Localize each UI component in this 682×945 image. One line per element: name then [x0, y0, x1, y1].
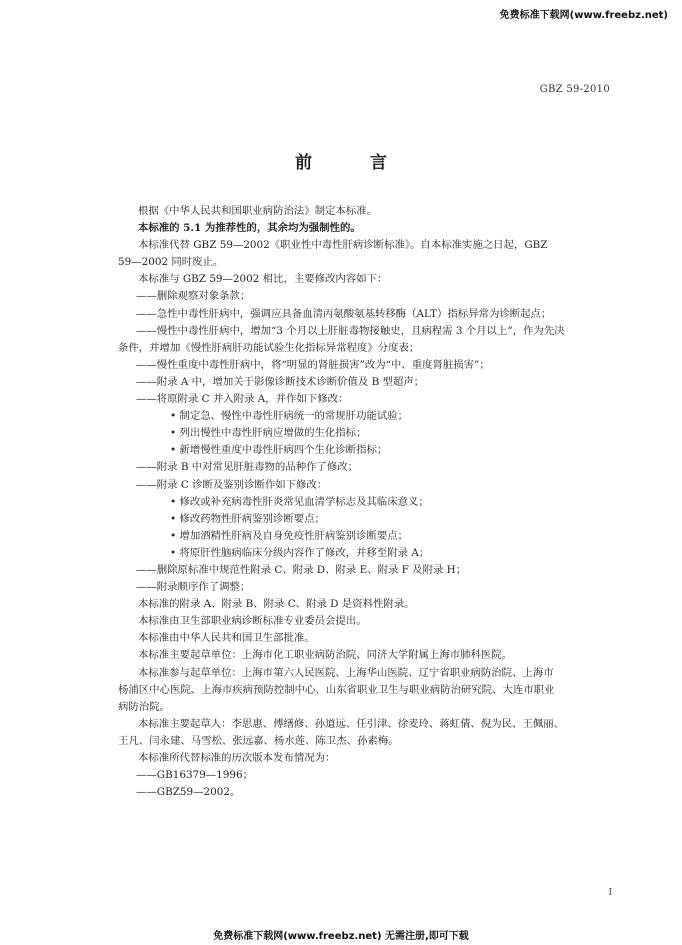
list-item: ——附录 C 诊断及鉴别诊断作如下修改： — [136, 478, 328, 491]
list-item: ——GBZ59—2002。 — [136, 786, 241, 799]
bullet-item: • 修改或补充病毒性肝炎常见血清学标志及其临床意义； — [170, 495, 429, 508]
list-item: ——附录 B 中对常见肝脏毒物的品种作了修改； — [136, 461, 359, 474]
paragraph-line: 本标准与 GBZ 59—2002 相比，主要修改内容如下： — [138, 273, 388, 286]
list-item: ——慢性重度中毒性肝病中，将“明显的肾脏损害”改为“中、重度肾脏损害”； — [136, 358, 490, 371]
bullet-item: • 列出慢性中毒性肝病应增做的生化指标； — [170, 427, 367, 440]
paragraph-line: 本标准所代替标准的历次版本发布情况为： — [138, 752, 336, 764]
bullet-item: • 修改药物性肝病鉴别诊断要点； — [170, 512, 325, 525]
page-number: I — [608, 888, 612, 898]
bullet-item: • 制定急、慢性中毒性肝病统一的常规肝功能试验； — [170, 410, 409, 423]
standard-code: GBZ 59-2010 — [539, 84, 610, 95]
paragraph-line: 本标准主要起草人：李思惠、傅缮修、孙道远、任引津、徐麦玲、蒋虹倩、倪为民、王佩丽、 — [138, 717, 565, 730]
paragraph-line: 根据《中华人民共和国职业病防治法》制定本标准。 — [138, 205, 377, 217]
paragraph-line: 本标准由卫生部职业病诊断标准专业委员会提出。 — [138, 615, 367, 628]
paragraph-line: 条件，并增加《慢性肝病肝功能试验生化指标异常程度》分度表； — [118, 341, 420, 354]
list-item: ——GB16379—1996； — [136, 769, 253, 782]
list-item: ——删除观察对象条款； — [136, 290, 251, 303]
top-banner: 免费标准下载网(www.freebz.net) — [499, 10, 668, 21]
list-item: ——附录 A 中，增加关于影像诊断技术诊断价值及 B 型超声； — [136, 375, 425, 388]
paragraph-line: 本标准由中华人民共和国卫生部批准。 — [138, 632, 315, 645]
paragraph-line: 本标准代替 GBZ 59—2002《职业性中毒性肝病诊断标准》。自本标准实施之日起，GBZ — [138, 239, 548, 252]
bottom-banner[interactable]: 免费标准下载网(www.freebz.net) 无需注册,即可下载 — [213, 931, 469, 942]
foreword-body — [118, 203, 612, 801]
bullet-item: • 增加酒精性肝病及自身免疫性肝病鉴别诊断要点； — [170, 529, 409, 542]
page-title: 前 言 — [295, 153, 413, 173]
list-item: ——将原附录 C 并入附录 A，并作如下修改： — [136, 393, 349, 406]
bullet-item: • 将原肝性脑病临床分级内容作了修改，并移至附录 A； — [170, 546, 430, 559]
paragraph-line: 王凡、闫永建、马雪松、张远嘉、杨水莲、陈卫杰、孙素梅。 — [118, 734, 399, 747]
list-item: ——慢性中毒性肝病中，增加“3 个月以上肝脏毒物接触史，且病程需 3 个月以上”，作为先决 — [136, 324, 565, 337]
paragraph-line: 病防治院。 — [118, 700, 170, 713]
paragraph-line: 杨浦区中心医院、上海市疾病预防控制中心、山东省职业卫生与职业病防治研究院、大连市职业 — [118, 683, 555, 696]
list-item: ——急性中毒性肝病中，强调应具备血清丙氨酸氨基转移酶（ALT）指标异常为诊断起点； — [136, 307, 552, 320]
bullet-item: • 新增慢性重度中毒性肝病四个生化诊断指标； — [170, 444, 388, 457]
paragraph-line: 本标准参与起草单位：上海市第六人民医院、上海华山医院、辽宁省职业病防治院、上海市 — [138, 666, 554, 679]
list-item: ——附录顺序作了调整； — [136, 581, 251, 594]
list-item: ——删除原标准中规范性附录 C、附录 D、附录 E、附录 F 及附录 H； — [136, 563, 467, 576]
paragraph-line: 本标准主要起草单位：上海市化工职业病防治院、同济大学附属上海市肺科医院。 — [138, 649, 513, 662]
paragraph-line: 本标准的 5.1 为推荐性的，其余均为强制性的。 — [138, 222, 361, 235]
paragraph-line: 59—2002 同时废止。 — [118, 256, 224, 269]
paragraph-line: 本标准的附录 A、附录 B、附录 C、附录 D 是资料性附录。 — [138, 598, 415, 611]
